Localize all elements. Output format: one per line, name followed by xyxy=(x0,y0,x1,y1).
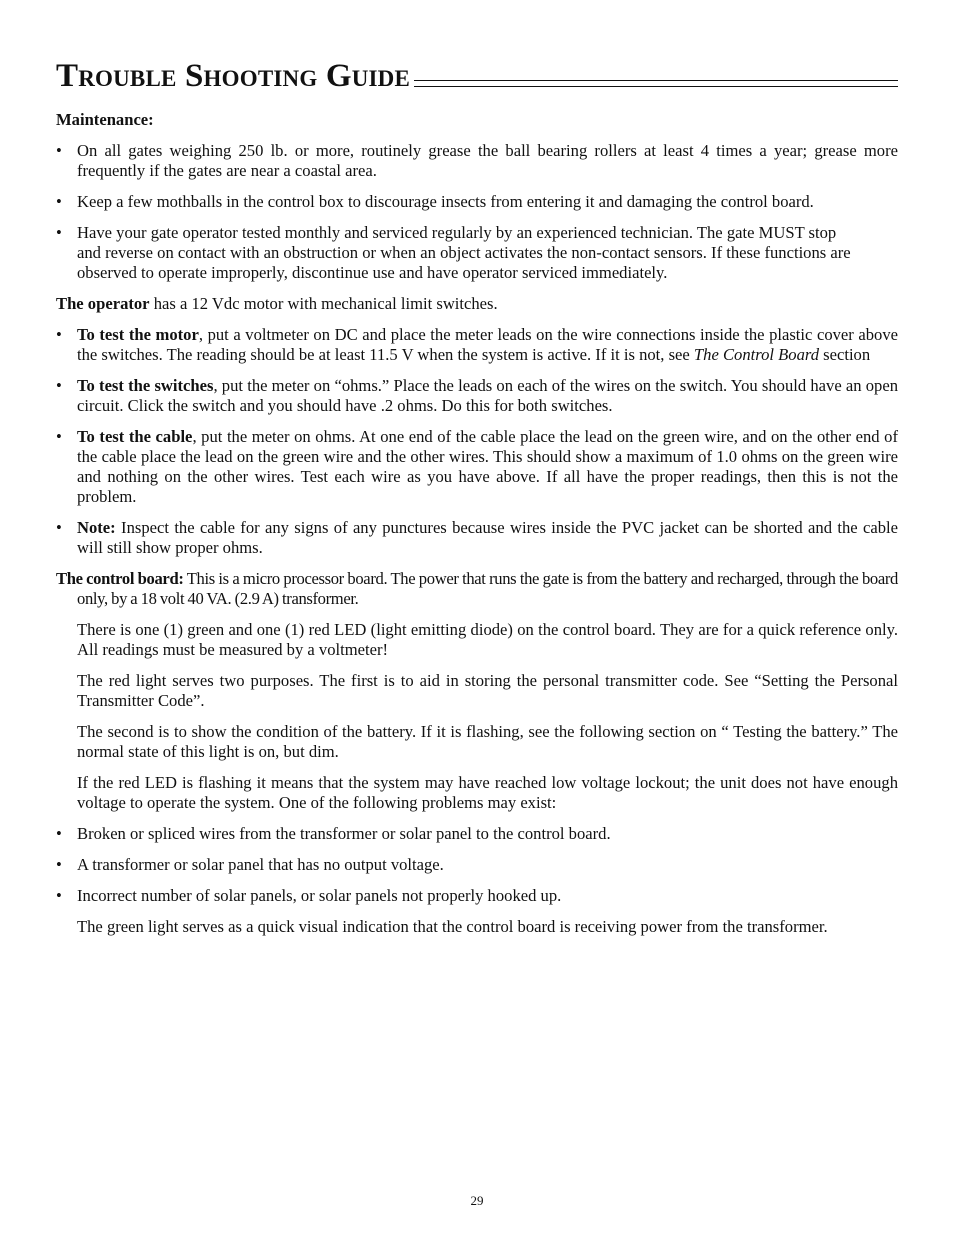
control-board-lead: The control board: xyxy=(56,569,184,588)
title-double-rule xyxy=(414,80,898,87)
page-content xyxy=(56,110,898,948)
bullet-marker: • xyxy=(56,886,62,905)
operator-item-tail: section xyxy=(819,345,871,364)
bullet-marker: • xyxy=(56,427,62,446)
control-board-paragraph: There is one (1) green and one (1) red LED (light emitting diode) on the control board. They are for a quick reference only. All readings must be measured by a voltmeter! xyxy=(77,620,898,659)
maintenance-item xyxy=(56,141,898,181)
operator-item-label: To test the cable xyxy=(77,427,193,446)
operator-intro xyxy=(56,294,898,314)
operator-item-reference: The Control Board xyxy=(693,345,819,364)
operator-item-text: Inspect the cable for any signs of any punctures because wires inside the PVC jacket can be shorted and the cable will still show proper ohms. xyxy=(77,518,898,557)
control-board-paragraph: The second is to show the condition of the battery. If it is flashing, see the following section on “ Testing the battery.” The normal state of this light is on, but dim. xyxy=(77,722,898,761)
bullet-marker: • xyxy=(56,518,62,537)
operator-item xyxy=(56,376,898,416)
problem-item-text: Incorrect number of solar panels, or solar panels not properly hooked up. xyxy=(77,886,562,905)
control-board-closing: The green light serves as a quick visual indication that the control board is receiving power from the transformer. xyxy=(77,917,828,936)
bullet-marker: • xyxy=(56,376,62,395)
page-number: 29 xyxy=(470,1193,484,1208)
operator-item xyxy=(56,427,898,507)
title-row xyxy=(56,54,898,94)
operator-lead-text: has a 12 Vdc motor with mechanical limit switches. xyxy=(149,294,498,313)
maintenance-item xyxy=(56,192,898,212)
control-board-paragraph: The red light serves two purposes. The first is to aid in storing the personal transmitter code. See “Setting the Personal Transmitter Code”. xyxy=(77,671,898,710)
operator-item xyxy=(56,518,898,558)
operator-item xyxy=(56,325,898,365)
maintenance-item xyxy=(56,223,898,283)
bullet-marker: • xyxy=(56,855,62,874)
operator-item-label: Note: xyxy=(77,518,116,537)
operator-item-label: To test the switches xyxy=(77,376,214,395)
maintenance-item-text: Have your gate operator tested monthly and serviced regularly by an experienced technician. The gate MUST stop and reverse on contact with an obstruction or when an object activates the non-contact sensors. If these functions are observed to operate improperly, discontinue use and have operator serviced immediately. xyxy=(77,223,851,282)
problem-item xyxy=(56,886,898,906)
problem-item-text: Broken or spliced wires from the transformer or solar panel to the control board. xyxy=(77,824,611,843)
bullet-marker: • xyxy=(56,824,62,843)
operator-item-text: , put a voltmeter on DC and place the meter leads on the wire connections inside the plastic cover above the switches. The reading should be at least 11.5 V when the system is active. If it is not, see xyxy=(77,325,898,364)
control-board-paragraph: If the red LED is flashing it means that the system may have reached low voltage lockout; the unit does not have enough voltage to operate the system. One of the following problems may exist: xyxy=(77,773,898,812)
control-board-intro xyxy=(56,569,898,609)
operator-item-label: To test the motor xyxy=(77,325,199,344)
page-title: Trouble Shooting Guide xyxy=(56,58,411,94)
maintenance-item-text: On all gates weighing 250 lb. or more, routinely grease the ball bearing rollers at least 4 times a year; grease more frequently if the gates are near a coastal area. xyxy=(77,141,898,180)
bullet-marker: • xyxy=(56,141,62,160)
bullet-marker: • xyxy=(56,223,62,242)
control-board-lead-text: This is a micro processor board. The power that runs the gate is from the battery and recharged, through the board only, by a 18 volt 40 VA. (2.9 A) transformer. xyxy=(77,569,898,608)
problem-item xyxy=(56,824,898,844)
bullet-marker: • xyxy=(56,192,62,211)
problem-item-text: A transformer or solar panel that has no output voltage. xyxy=(77,855,444,874)
maintenance-item-text: Keep a few mothballs in the control box to discourage insects from entering it and damaging the control board. xyxy=(77,192,814,211)
bullet-marker: • xyxy=(56,325,62,344)
maintenance-heading: Maintenance: xyxy=(56,110,154,129)
operator-item-text: , put the meter on ohms. At one end of the cable place the lead on the green wire, and on the other end of the cable place the lead on the green wire and the other wires. This should show a maximum of 1.0 ohms on the green wire and nothing on the other wires. Test each wire as you have above. If all have the proper readings, then this is not the problem. xyxy=(77,427,898,506)
operator-item-text: , put the meter on “ohms.” Place the leads on each of the wires on the switch. You should have an open circuit. Click the switch and you should have .2 ohms. Do this for both switches. xyxy=(77,376,899,415)
problem-item xyxy=(56,855,898,875)
operator-lead: The operator xyxy=(56,294,150,313)
